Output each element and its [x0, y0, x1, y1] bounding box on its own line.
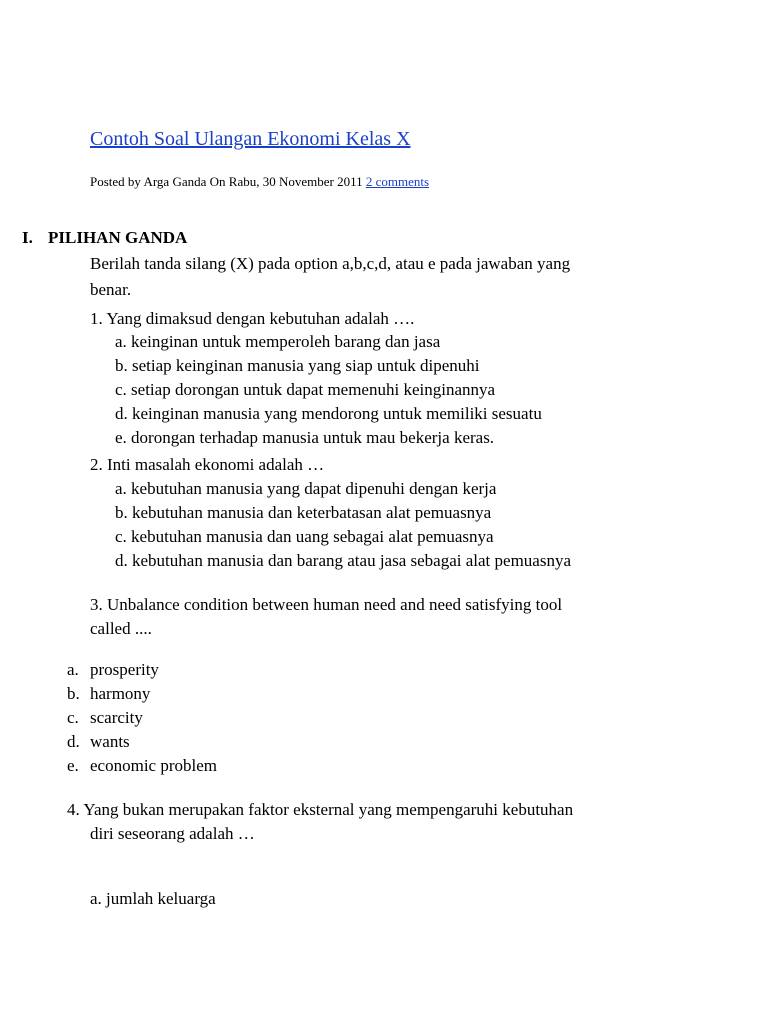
q3-option-b-text: harmony [90, 684, 151, 703]
q1-option-e: e. dorongan terhadap manusia untuk mau bekerja keras. [115, 428, 495, 447]
q3-option-d-letter: d. [67, 732, 80, 751]
q1-option-d: d. keinginan manusia yang mendorong untuk memiliki sesuatu [115, 404, 542, 423]
question-3-stem-line-1: 3. Unbalance condition between human need and need satisfying tool [90, 595, 563, 614]
q1-option-b: b. setiap keinginan manusia yang siap untuk dipenuhi [115, 356, 480, 375]
section-heading [22, 228, 187, 248]
comments-link[interactable]: 2 comments [365, 174, 430, 189]
question-3-stem-line-2: called .... [90, 619, 152, 638]
posted-by-text: Posted by Arga Ganda On Rabu, 30 November 2011 [90, 174, 363, 189]
q2-option-a: a. kebutuhan manusia yang dapat dipenuhi dengan kerja [115, 479, 497, 498]
section-title: PILIHAN GANDA [48, 228, 188, 247]
q3-option-a-text: prosperity [90, 660, 159, 679]
q4-option-a: a. jumlah keluarga [90, 889, 216, 908]
q3-option-c-letter: c. [67, 708, 79, 727]
q2-option-d: d. kebutuhan manusia dan barang atau jasa sebagai alat pemuasnya [115, 551, 571, 570]
instruction-line-2: benar. [90, 280, 132, 299]
q3-option-a-letter: a. [67, 660, 79, 679]
q3-option-e-text: economic problem [90, 756, 217, 775]
post-title-link[interactable]: Contoh Soal Ulangan Ekonomi Kelas X [90, 128, 411, 150]
section-number: I. [22, 228, 33, 247]
q1-option-a: a. keinginan untuk memperoleh barang dan jasa [115, 332, 441, 351]
question-4-stem-line-1: 4. Yang bukan merupakan faktor eksternal yang mempengaruhi kebutuhan [67, 800, 574, 819]
question-4-stem-line-2: diri seseorang adalah … [90, 824, 255, 843]
q3-option-c-text: scarcity [90, 708, 143, 727]
q3-option-d-text: wants [90, 732, 130, 751]
question-2-stem: 2. Inti masalah ekonomi adalah … [90, 455, 325, 474]
post-meta [90, 174, 429, 190]
q2-option-c: c. kebutuhan manusia dan uang sebagai alat pemuasnya [115, 527, 494, 546]
q2-option-b: b. kebutuhan manusia dan keterbatasan alat pemuasnya [115, 503, 492, 522]
q3-option-b-letter: b. [67, 684, 80, 703]
q3-option-e-letter: e. [67, 756, 79, 775]
q1-option-c: c. setiap dorongan untuk dapat memenuhi keinginannya [115, 380, 496, 399]
instruction-line-1: Berilah tanda silang (X) pada option a,b,c,d, atau e pada jawaban yang [90, 254, 571, 273]
question-1-stem: 1. Yang dimaksud dengan kebutuhan adalah …. [90, 309, 415, 328]
